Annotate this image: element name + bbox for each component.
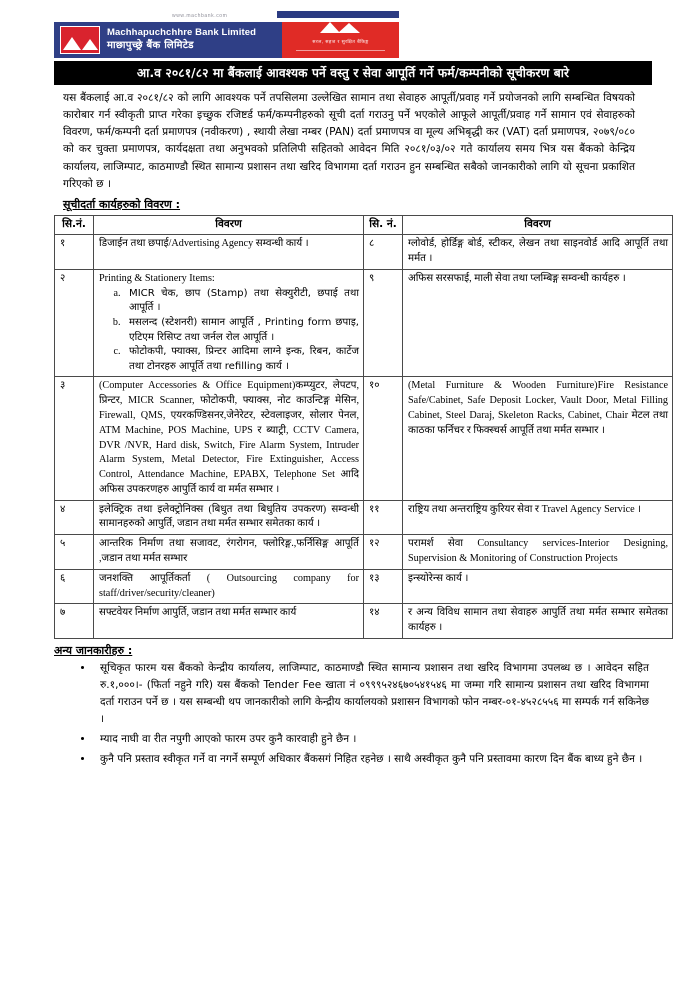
row-desc-left — [94, 269, 364, 377]
intro-paragraph: यस बैंकलाई आ.व २०८१/८२ को लागि आवश्यक पर्ने तपसिलमा उल्लेखित सामान तथा सेवाहरु आपूर्ती/प्रवाह गर्ने प्रयोजनको लागि सम्बन्धित विषयको कारोबार गर्न स्वीकृती प्राप्त गरेका इच्छुक रजिष्टर्ड फर्म/कम्पनीहरुको सूची दर्ता गराउनु पर्ने भएकोले आफूले आपूर्ती/प्रवाह गर्ने सामान एवं सेवाहरुको विवरण, फर्म/कम्पनी दर्ता प्रमाणपत्र (नवीकरण) , स्थायी लेखा नम्बर (PAN) दर्ता प्रमाणपत्र वा मूल्य अभिबृद्धी कर (VAT) दर्ता प्रमाणपत्र, २०७९/०८० को कर चुक्ता प्रमाणपत्र, कार्यदक्षता तथा अनुभवको प्रतिलिपी सहितको आवेदन मिति २०८१/०३/०२ गते कार्यालय समय भित्र यस बैंकको केन्द्रिय कार्यालय, लाजिम्पाट, काठमाण्डौ स्थित सामान्य प्रशासन तथा खरिद विभागमा दर्ता गराउन हुन सम्बन्धित सबैको जानकारीको लागि यो सूचना प्रकाशित गरिएको छ । — [63, 92, 635, 190]
letterhead-divider — [296, 50, 385, 51]
row-desc-left: आन्तरिक निर्माण तथा सजावट, रंगरोगन, फ्लोरिङ्ग.,फर्निसिङ्ग आपूर्ति ,जडान तथा मर्मत सम्भार — [94, 535, 364, 570]
letterhead-red-panel — [282, 22, 399, 58]
list-item: b. मसलन्द (स्टेशनरी) सामान आपूर्ति , Printing form छपाइ, एटिएम रिसिप्ट तथा जर्नल रोल आपूर्ति । — [123, 316, 359, 345]
list-item: • कुनै पनि प्रस्ताव स्वीकृत गर्ने वा नगर्ने सम्पूर्ण अधिकार बैंकसगं निहित रहनेछ । साथै अस्वीकृत कुनै पनि प्रस्तावमा कारण दिन बैंक बाध्य हुने छैन । — [94, 751, 649, 768]
section-heading: सूचीदर्ता कार्यहरुको विवरण : — [63, 197, 181, 211]
row-sn-left: १ — [55, 235, 94, 270]
header-desc-right: विवरण — [403, 215, 673, 234]
row-sn-left: २ — [55, 269, 94, 377]
row-desc-left: इलेक्ट्रिक तथा इलेक्ट्रोनिक्स (बिधुत तथा बिधुतिय उपकरण) सम्वन्धी सामानहरुको आपुर्ति, जडान तथा मर्मत सम्भार समेतका कार्य । — [94, 500, 364, 535]
row-desc-right: (Metal Furniture & Wooden Furniture)Fire Resistance Safe/Cabinet, Safe Deposit Locker, Vault Door, Metal Filling Cabinet, Steel Daraj, Skeleton Racks, Cabinet, Chair मेटल तथा काठका फर्निचर र फिक्स्चर्स आपूर्ति तथा मर्मत सम्भार । — [403, 377, 673, 500]
table-row — [55, 569, 673, 604]
letterhead-banner — [54, 22, 399, 58]
row-desc-left: डिजाईन तथा छपाई/Advertising Agency सम्वन्धी कार्य । — [94, 235, 364, 270]
row-sub-item-list — [101, 287, 359, 375]
table-row — [55, 604, 673, 639]
row-desc-left: सफ्टवेयर निर्माण आपुर्ति, जडान तथा मर्मत सम्भार कार्य — [94, 604, 364, 639]
table-row — [55, 377, 673, 500]
bank-name-english: Machhapuchchhre Bank Limited — [107, 27, 257, 39]
bank-name-nepali: माछापुच्छ्रे बैंक लिमिटेड — [107, 40, 194, 52]
header-sn-left: सि.नं. — [55, 215, 94, 234]
row-desc-right: र अन्य विविध सामान तथा सेवाहरु आपुर्ति तथा मर्मत सम्भार समेतका कार्यहरु । — [403, 604, 673, 639]
letterhead-blue-accent — [277, 11, 399, 18]
row-desc-right: अफिस सरसफाई, माली सेवा तथा प्लम्बिङ्ग सम्वन्धी कार्यहरु । — [403, 269, 673, 377]
row-sn-right: १३ — [364, 569, 403, 604]
row-sn-left: ६ — [55, 569, 94, 604]
row-sn-left: ५ — [55, 535, 94, 570]
table-row — [55, 235, 673, 270]
row-sn-left: ४ — [55, 500, 94, 535]
bank-tagline: सरल, सहज र सुरक्षित बैंकिङ्ग — [312, 40, 369, 45]
row-desc-right: इन्स्योरेन्स कार्य । — [403, 569, 673, 604]
letterhead-navy-panel — [54, 22, 282, 58]
row-sn-right: ८ — [364, 235, 403, 270]
list-item: • सूचिकृत फारम यस बैंकको केन्द्रीय कार्यालय, लाजिम्पाट, काठमाण्डौ स्थित सामान्य प्रशासन तथा खरिद विभागमा उपलब्ध छ । आवेदन सहित रु.१,०००।- (फिर्ता नहुने गरि) यस बैंकको Tender Fee खाता नं ०९९९५२४६७०५४१५४६ मा जम्मा गरि सामान्य प्रशासन तथा खरिद विभागमा दर्ता गराउन पर्ने छ । यस सम्बन्धी थप जानकारीको लागि केन्द्रीय कार्यालयको प्रशासन विभागको फोन नम्बर-०१-४५२८५५६ मा सम्पर्क गर्न सकिनेछ । — [94, 660, 649, 728]
table-row — [55, 269, 673, 377]
notes-heading: अन्य जानकारीहरु : — [54, 643, 133, 657]
row-sn-right: ९ — [364, 269, 403, 377]
row-desc-left: जनशक्ति आपूर्तिकर्ता ( Outsourcing company for staff/driver/security/cleaner) — [94, 569, 364, 604]
row-desc-right: ग्लोवोर्ड, होर्डिङ्ग बोर्ड, स्टीकर, लेखन तथा साइनवोर्ड आदि आपूर्ति तथा मर्मत । — [403, 235, 673, 270]
row-desc-right: परामर्श सेवा Consultancy services-Interior Designing, Supervision & Monitoring of Construction Projects — [403, 535, 673, 570]
row-sn-right: १४ — [364, 604, 403, 639]
mountain-logo-icon — [60, 26, 100, 54]
row-desc-right: राष्ट्रिय तथा अन्तराष्ट्रिय कुरियर सेवा र Travel Agency Service । — [403, 500, 673, 535]
row-sn-right: १२ — [364, 535, 403, 570]
header-sn-right: सि. नं. — [364, 215, 403, 234]
table-header-row — [55, 215, 673, 234]
mountain-peaks-icon — [318, 21, 364, 33]
notice-page — [0, 10, 689, 987]
bank-name-block — [107, 27, 256, 52]
list-item: • म्याद नाघी वा रीत नपुगी आएको फारम उपर कुनै कारवाही हुने छैन । — [94, 731, 649, 748]
notice-title: आ.व २०८१/८२ मा बैंकलाई आवश्यक पर्ने वस्तु र सेवा आपूर्ति गर्ने फर्म/कम्पनीको सूचीकरण बारे — [54, 61, 652, 85]
table-row — [55, 535, 673, 570]
listing-table — [54, 215, 673, 639]
row-sn-left: ३ — [55, 377, 94, 500]
row-sn-right: १० — [364, 377, 403, 500]
notes-list — [76, 660, 649, 768]
list-item: c. फोटोकपी, फ्याक्स, प्रिन्टर आदिमा लाग्ने इन्क, रिबन, कार्टेज तथा टोनरहरु आपूर्ति तथा refilling कार्य । — [123, 345, 359, 374]
list-item: a. MICR चेक, छाप (Stamp) तथा सेक्युरीटी, छपाई तथा आपूर्ति । — [123, 287, 359, 316]
bank-website-url: www.machbank.com — [172, 13, 228, 19]
header-desc-left: विवरण — [94, 215, 364, 234]
bank-letterhead — [54, 10, 399, 58]
row-sn-right: ११ — [364, 500, 403, 535]
row-sn-left: ७ — [55, 604, 94, 639]
row-desc-left-title: Printing & Stationery Items: — [99, 272, 215, 284]
table-row — [55, 500, 673, 535]
row-desc-left: (Computer Accessories & Office Equipment)कम्प्युटर, लेपटप, प्रिन्टर, MICR Scanner, फोटोकपी, फ्याक्स, नोट काउन्टिङ्ग मेसिन, Firewall, QMS, एयरकण्डिसनर,जेनेरेटर, स्टेवलाइजर, सोलार पेनल, ATM Machine, POS Machine, UPS र ब्याट्री, CCTV Camera, DVR /NVR, Hard disk, Switch, Fire Alarm System, Intruder Alarm System, Metal Detector, Fire Extinguisher, Access Control, Attendance Machine, EPABX, Telephone Set आदि अफिस उपकरणहरु आपुर्ति कार्य वा मर्मत सम्भार । — [94, 377, 364, 500]
